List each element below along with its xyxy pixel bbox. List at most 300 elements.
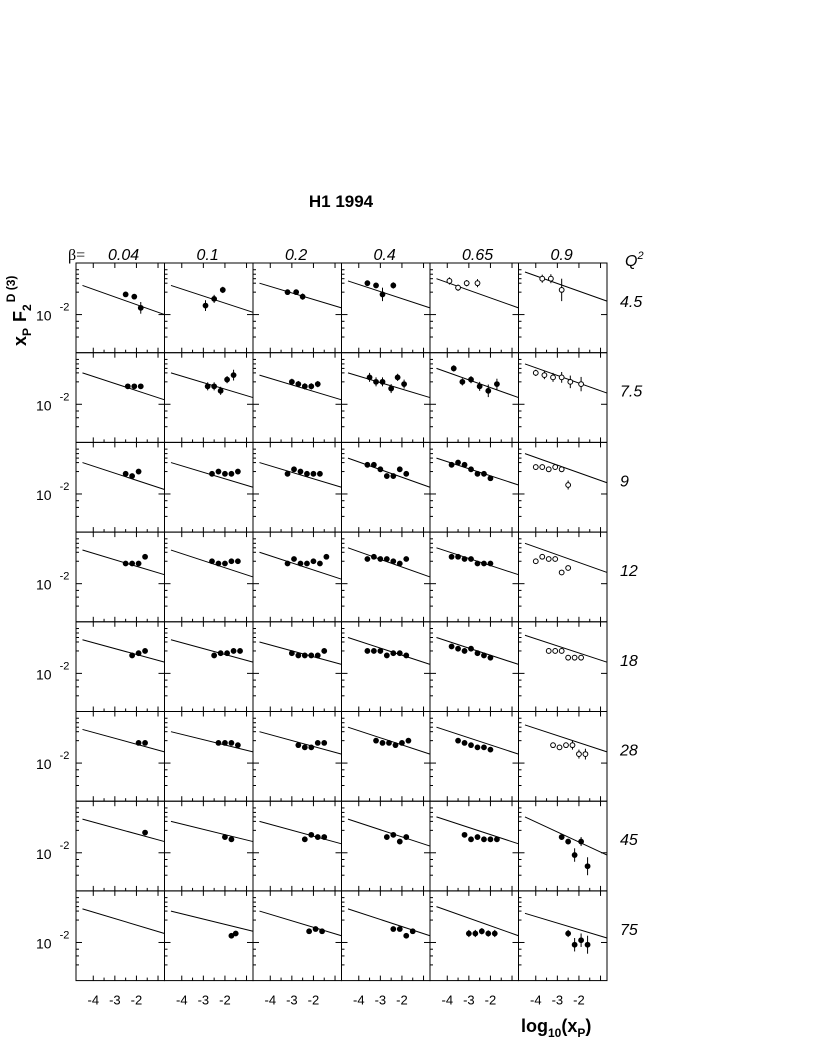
x-tick-label: -4 bbox=[441, 992, 454, 1008]
data-point bbox=[143, 830, 148, 835]
model-fit-line bbox=[348, 458, 430, 487]
data-point-open bbox=[559, 467, 564, 472]
model-fit-line bbox=[259, 375, 341, 400]
data-point bbox=[451, 366, 456, 371]
data-point bbox=[397, 561, 402, 566]
panel-frame bbox=[430, 353, 519, 443]
data-point-open bbox=[546, 649, 551, 654]
panel bbox=[519, 263, 608, 353]
panel bbox=[519, 532, 608, 622]
data-point bbox=[410, 929, 415, 934]
data-point bbox=[374, 379, 379, 384]
data-point-open bbox=[553, 649, 558, 654]
data-point bbox=[482, 561, 487, 566]
data-point bbox=[466, 931, 471, 936]
panel-frame bbox=[430, 442, 519, 532]
data-point bbox=[380, 740, 385, 745]
data-point bbox=[406, 738, 411, 743]
panel-frame bbox=[519, 622, 608, 712]
data-point bbox=[479, 929, 484, 934]
data-point bbox=[488, 655, 493, 660]
x-tick-label: -2 bbox=[130, 992, 143, 1008]
data-point bbox=[378, 649, 383, 654]
panel bbox=[76, 532, 165, 622]
x-axis-title-log: log bbox=[521, 1016, 548, 1036]
data-point bbox=[475, 835, 480, 840]
model-fit-line bbox=[348, 819, 430, 846]
data-point bbox=[469, 467, 474, 472]
data-point bbox=[469, 377, 474, 382]
panel-frame bbox=[430, 712, 519, 802]
model-fit-line bbox=[525, 817, 607, 855]
panel bbox=[519, 442, 608, 532]
data-point-open bbox=[546, 467, 551, 472]
panel-frame bbox=[76, 353, 165, 443]
panel bbox=[342, 622, 431, 712]
data-point bbox=[462, 832, 467, 837]
panel-frame bbox=[253, 891, 342, 981]
data-point bbox=[285, 561, 290, 566]
data-point bbox=[486, 388, 491, 393]
panel-frame bbox=[342, 891, 431, 981]
y-axis-title bbox=[4, 276, 34, 346]
data-point bbox=[469, 646, 474, 651]
data-point-open bbox=[447, 279, 452, 284]
panel-frame bbox=[253, 712, 342, 802]
data-point bbox=[235, 743, 240, 748]
x-tick-label: -3 bbox=[197, 992, 210, 1008]
data-point-open bbox=[579, 382, 584, 387]
data-point bbox=[391, 559, 396, 564]
x-axis-title-close: ) bbox=[585, 1016, 592, 1036]
data-point bbox=[309, 745, 314, 750]
model-fit-line bbox=[82, 729, 164, 751]
x-tick-label: -3 bbox=[374, 992, 387, 1008]
panel bbox=[165, 891, 254, 981]
panel-frame bbox=[430, 801, 519, 891]
x-tick-label: -2 bbox=[484, 992, 497, 1008]
y-tick-base: 10 bbox=[36, 935, 52, 952]
y-tick-exponent: -2 bbox=[59, 839, 70, 852]
data-point bbox=[449, 462, 454, 467]
data-point bbox=[296, 743, 301, 748]
panel-frame bbox=[342, 712, 431, 802]
y-tick-exponent: -2 bbox=[59, 301, 70, 314]
panel bbox=[76, 891, 165, 981]
data-point bbox=[298, 469, 303, 474]
panel bbox=[519, 622, 608, 712]
data-point bbox=[374, 738, 379, 743]
model-fit-line bbox=[259, 463, 341, 488]
panel bbox=[430, 532, 519, 622]
data-point bbox=[462, 649, 467, 654]
model-fit-line bbox=[348, 548, 430, 577]
q2-column-header bbox=[625, 250, 644, 270]
data-point bbox=[400, 740, 405, 745]
data-point bbox=[123, 292, 128, 297]
y-axis-title-F-sup: D (3) bbox=[4, 275, 18, 303]
data-point bbox=[572, 942, 577, 947]
y-tick-base: 10 bbox=[36, 576, 52, 593]
panel bbox=[253, 801, 342, 891]
panel bbox=[76, 712, 165, 802]
data-point bbox=[365, 649, 370, 654]
data-point bbox=[311, 471, 316, 476]
q2-value: 18 bbox=[620, 652, 638, 670]
data-point bbox=[384, 835, 389, 840]
data-point bbox=[371, 649, 376, 654]
model-fit-line bbox=[348, 637, 430, 664]
q2-value: 28 bbox=[620, 742, 638, 760]
beta-value: 0.4 bbox=[373, 247, 396, 264]
panel bbox=[342, 532, 431, 622]
data-point bbox=[488, 561, 493, 566]
panel bbox=[430, 622, 519, 712]
x-tick-label: -4 bbox=[264, 992, 277, 1008]
data-point bbox=[233, 931, 238, 936]
data-point bbox=[125, 384, 130, 389]
data-point bbox=[231, 373, 236, 378]
model-fit-line bbox=[436, 907, 518, 936]
panel-frame bbox=[76, 622, 165, 712]
panel-grid bbox=[76, 263, 607, 981]
model-fit-line bbox=[82, 463, 164, 490]
data-point bbox=[492, 931, 497, 936]
x-axis-title bbox=[521, 1016, 591, 1040]
model-fit-line bbox=[525, 364, 607, 393]
data-point bbox=[462, 740, 467, 745]
model-fit-line bbox=[82, 285, 164, 314]
data-point bbox=[225, 651, 230, 656]
data-point bbox=[143, 649, 148, 654]
data-point-open bbox=[579, 655, 584, 660]
data-point bbox=[218, 651, 223, 656]
data-point bbox=[456, 738, 461, 743]
data-point bbox=[205, 384, 210, 389]
data-point bbox=[223, 561, 228, 566]
data-point bbox=[469, 837, 474, 842]
data-point bbox=[374, 283, 379, 288]
data-point bbox=[585, 864, 590, 869]
data-point bbox=[231, 649, 236, 654]
data-point bbox=[309, 832, 314, 837]
beta-value: 0.04 bbox=[108, 247, 140, 264]
data-point-open bbox=[553, 465, 558, 470]
data-point-open bbox=[542, 373, 547, 378]
data-point bbox=[566, 839, 571, 844]
data-point bbox=[305, 471, 310, 476]
data-point bbox=[210, 471, 215, 476]
data-point bbox=[404, 471, 409, 476]
data-point bbox=[559, 835, 564, 840]
model-fit-line bbox=[259, 642, 341, 664]
data-point bbox=[404, 835, 409, 840]
panel bbox=[165, 263, 254, 353]
y-tick-base: 10 bbox=[36, 666, 52, 683]
data-point bbox=[130, 561, 135, 566]
data-point bbox=[579, 839, 584, 844]
y-tick-base: 10 bbox=[36, 307, 52, 324]
data-point bbox=[380, 292, 385, 297]
data-point bbox=[391, 283, 396, 288]
panel-frame bbox=[76, 532, 165, 622]
data-point bbox=[572, 853, 577, 858]
data-point bbox=[235, 559, 240, 564]
data-point bbox=[397, 467, 402, 472]
data-point-open bbox=[566, 483, 571, 488]
data-point bbox=[203, 303, 208, 308]
data-point bbox=[136, 469, 141, 474]
data-point-open bbox=[559, 288, 564, 293]
data-point bbox=[482, 471, 487, 476]
data-point bbox=[289, 379, 294, 384]
data-point bbox=[225, 377, 230, 382]
beta-value: 0.2 bbox=[285, 247, 308, 264]
data-point bbox=[235, 469, 240, 474]
data-point bbox=[216, 740, 221, 745]
model-fit-line bbox=[436, 368, 518, 397]
panel-frame bbox=[76, 801, 165, 891]
y-tick-label bbox=[36, 750, 69, 772]
data-point bbox=[315, 382, 320, 387]
data-point-open bbox=[546, 557, 551, 562]
data-point bbox=[404, 557, 409, 562]
x-axis-title-open: (x bbox=[561, 1016, 578, 1036]
data-point bbox=[475, 471, 480, 476]
panel-frame bbox=[430, 263, 519, 353]
y-tick-label bbox=[36, 660, 69, 682]
panel bbox=[430, 801, 519, 891]
panel bbox=[76, 263, 165, 353]
data-point-open bbox=[568, 379, 573, 384]
y-tick-exponent: -2 bbox=[59, 750, 70, 763]
y-tick-exponent: -2 bbox=[59, 929, 70, 942]
panel bbox=[519, 891, 608, 981]
data-point bbox=[378, 557, 383, 562]
panel bbox=[342, 263, 431, 353]
panel bbox=[253, 532, 342, 622]
panel bbox=[430, 891, 519, 981]
data-point-open bbox=[577, 752, 582, 757]
data-point bbox=[391, 832, 396, 837]
panel bbox=[342, 712, 431, 802]
data-point bbox=[315, 653, 320, 658]
y-tick-label bbox=[36, 302, 69, 324]
data-point-open bbox=[475, 281, 480, 286]
data-point bbox=[212, 296, 217, 301]
data-point bbox=[292, 557, 297, 562]
y-tick-base: 10 bbox=[36, 845, 52, 862]
data-point-open bbox=[548, 276, 553, 281]
y-tick-labels bbox=[36, 302, 69, 952]
panel bbox=[165, 532, 254, 622]
data-point bbox=[391, 651, 396, 656]
panel bbox=[430, 712, 519, 802]
data-point bbox=[384, 557, 389, 562]
data-point bbox=[292, 467, 297, 472]
model-fit-line bbox=[171, 732, 253, 752]
chart-title: H1 1994 bbox=[308, 192, 374, 211]
data-point bbox=[391, 474, 396, 479]
data-point bbox=[397, 839, 402, 844]
data-point bbox=[378, 467, 383, 472]
x-tick-label: -4 bbox=[87, 992, 100, 1008]
panel-frame bbox=[342, 622, 431, 712]
x-tick-label: -3 bbox=[463, 992, 475, 1008]
y-tick-base: 10 bbox=[36, 756, 52, 773]
y-tick-label bbox=[36, 391, 69, 413]
data-point bbox=[322, 649, 327, 654]
beta-value: 0.9 bbox=[550, 247, 573, 264]
data-point bbox=[384, 653, 389, 658]
beta-value: 0.65 bbox=[462, 247, 494, 264]
data-point bbox=[469, 557, 474, 562]
y-tick-exponent: -2 bbox=[59, 570, 70, 583]
beta-label: β= bbox=[68, 247, 86, 264]
data-point bbox=[309, 653, 314, 658]
data-point-open bbox=[566, 655, 571, 660]
x-tick-label: -4 bbox=[175, 992, 188, 1008]
data-point bbox=[395, 375, 400, 380]
data-point bbox=[384, 474, 389, 479]
data-point bbox=[482, 653, 487, 658]
q2-value: 12 bbox=[620, 563, 638, 581]
data-point bbox=[367, 375, 372, 380]
data-point-open bbox=[553, 557, 558, 562]
data-point bbox=[285, 471, 290, 476]
panel-frame bbox=[253, 622, 342, 712]
model-fit-line bbox=[348, 281, 430, 308]
data-point bbox=[223, 740, 228, 745]
data-point-open bbox=[464, 281, 469, 286]
model-fit-line bbox=[259, 821, 341, 843]
panel-frame bbox=[253, 532, 342, 622]
panel-frame bbox=[165, 532, 254, 622]
data-point-open bbox=[564, 743, 569, 748]
data-point bbox=[313, 927, 318, 932]
data-point bbox=[130, 474, 135, 479]
data-point bbox=[216, 561, 221, 566]
model-fit-line bbox=[348, 373, 430, 398]
data-point-open bbox=[559, 375, 564, 380]
data-point bbox=[477, 384, 482, 389]
y-tick-label bbox=[36, 840, 69, 862]
data-point bbox=[318, 471, 323, 476]
model-fit-line bbox=[82, 909, 164, 934]
data-point bbox=[302, 837, 307, 842]
panel bbox=[430, 263, 519, 353]
model-fit-line bbox=[82, 819, 164, 841]
data-point bbox=[318, 561, 323, 566]
x-axis-title-x-sub: P bbox=[577, 1026, 586, 1040]
panel bbox=[342, 442, 431, 532]
panel-frame bbox=[165, 622, 254, 712]
data-point bbox=[391, 927, 396, 932]
data-point bbox=[365, 462, 370, 467]
data-point bbox=[216, 469, 221, 474]
data-point bbox=[322, 740, 327, 745]
panel bbox=[519, 801, 608, 891]
y-axis-title-F-sub: 2 bbox=[20, 304, 34, 311]
data-point bbox=[132, 384, 137, 389]
panel bbox=[253, 442, 342, 532]
panel bbox=[165, 442, 254, 532]
x-tick-label: -3 bbox=[109, 992, 121, 1008]
data-point bbox=[143, 554, 148, 559]
data-point bbox=[238, 649, 243, 654]
data-point bbox=[482, 837, 487, 842]
panel-frame bbox=[76, 442, 165, 532]
panel-frame bbox=[165, 891, 254, 981]
y-tick-exponent: -2 bbox=[59, 391, 70, 404]
data-point-open bbox=[566, 566, 571, 571]
data-point-open bbox=[557, 745, 562, 750]
data-point bbox=[143, 740, 148, 745]
beta-column-labels bbox=[108, 247, 573, 264]
x-axis-title-log-sub: 10 bbox=[548, 1026, 562, 1040]
data-point bbox=[475, 561, 480, 566]
x-tick-label: -3 bbox=[286, 992, 298, 1008]
y-tick-base: 10 bbox=[36, 397, 52, 414]
data-point bbox=[469, 743, 474, 748]
data-point bbox=[298, 561, 303, 566]
panel bbox=[342, 891, 431, 981]
panel-frame bbox=[519, 712, 608, 802]
data-point bbox=[315, 835, 320, 840]
data-point-open bbox=[551, 375, 556, 380]
panel bbox=[253, 712, 342, 802]
data-point bbox=[404, 653, 409, 658]
data-point bbox=[380, 379, 385, 384]
data-point bbox=[315, 740, 320, 745]
data-point bbox=[305, 561, 310, 566]
data-point bbox=[488, 747, 493, 752]
panel-frame bbox=[165, 442, 254, 532]
data-point bbox=[294, 290, 299, 295]
q2-value: 4.5 bbox=[620, 294, 643, 311]
data-point bbox=[302, 384, 307, 389]
data-point-open bbox=[533, 559, 538, 564]
model-fit-line bbox=[82, 373, 164, 400]
panel bbox=[430, 442, 519, 532]
data-point bbox=[449, 644, 454, 649]
data-point bbox=[229, 837, 234, 842]
data-point bbox=[311, 559, 316, 564]
data-point bbox=[397, 651, 402, 656]
panel bbox=[165, 622, 254, 712]
data-point bbox=[300, 294, 305, 299]
data-point bbox=[486, 931, 491, 936]
model-fit-line bbox=[259, 732, 341, 754]
data-point bbox=[397, 927, 402, 932]
panel bbox=[342, 353, 431, 443]
data-point bbox=[212, 384, 217, 389]
data-point bbox=[473, 931, 478, 936]
q2-value: 9 bbox=[620, 473, 629, 491]
data-point-open bbox=[559, 649, 564, 654]
panel-frame bbox=[253, 353, 342, 443]
data-point bbox=[320, 929, 325, 934]
data-point bbox=[402, 382, 407, 387]
data-point bbox=[462, 557, 467, 562]
data-point bbox=[475, 651, 480, 656]
panel-frame bbox=[519, 891, 608, 981]
y-tick-exponent: -2 bbox=[59, 660, 70, 673]
x-tick-labels bbox=[87, 993, 584, 1008]
data-point bbox=[220, 288, 225, 293]
y-axis-title-x: x bbox=[10, 335, 30, 346]
data-point bbox=[296, 653, 301, 658]
